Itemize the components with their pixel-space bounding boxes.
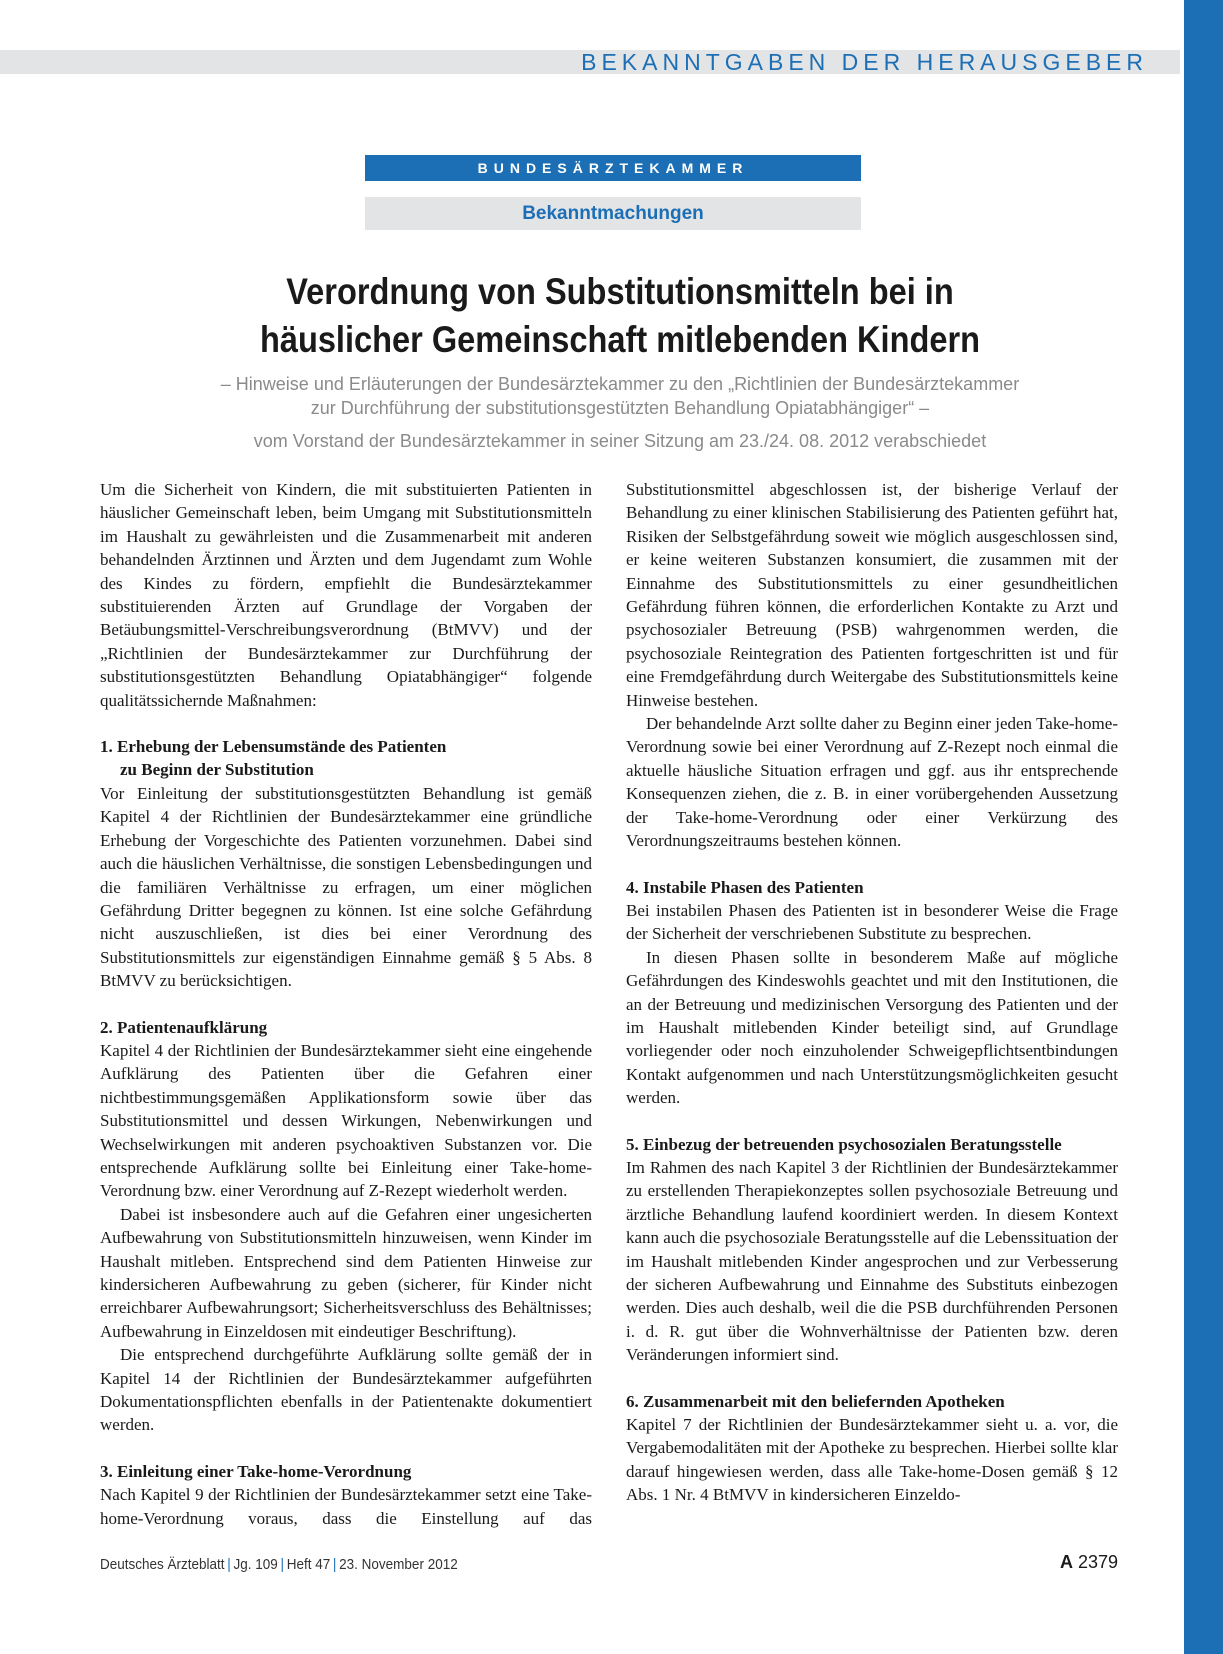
section-label: BEKANNTGABEN DER HERAUSGEBER — [581, 49, 1148, 75]
article-subtitle-line: – Hinweise und Erläuterungen der Bundesärztekammer zu den „Richtlinien der Bundesärztekammer — [220, 374, 1020, 394]
volume: Jg. 109 — [233, 1556, 278, 1573]
section-heading-6: 6. Zusammenarbeit mit den beliefernden Apotheken — [626, 1391, 1005, 1411]
journal-name: Deutsches Ärzteblatt — [100, 1556, 225, 1573]
paragraph: Bei instabilen Phasen des Patienten ist in besonderer Weise die Frage der Sicherheit der verschriebenen Substitute zu besprechen. — [626, 900, 1118, 944]
paragraph: Dabei ist insbesondere auch auf die Gefahren einer ungesicherten Aufbewahrung von Substitutionsmitteln hinzuweisen, wenn Kinder im Haushalt mitleben. Entsprechend sind dem Patienten Hinweise zur kindersicheren Aufbewahrung zu geben (sicherer, für Kinder nicht erreichbarer Aufbewahrungsort; Sicherheitsverschluss des Behältnisses; Aufbewahrung in Einzeldosen mit eindeutiger Beschriftung). — [100, 1204, 592, 1341]
adoption-note: vom Vorstand der Bundesärztekammer in seiner Sitzung am 23./24. 08. 2012 verabschiedet — [253, 431, 987, 451]
section-heading-3: 3. Einleitung einer Take-home-Verordnung — [100, 1461, 412, 1481]
article-title-line: häuslicher Gemeinschaft mitlebenden Kindern — [259, 319, 981, 360]
paragraph: Kapitel 4 der Richtlinien der Bundesärztekammer sieht eine eingehende Aufklärung des Patienten über die Gefahren einer nichtbestimmungsgemäßen Applikationsform sowie über das Substitutionsmittel und dessen Wirkungen, Nebenwirkungen und Wechselwirkungen mit anderen psychoaktiven Substanzen vor. Die entsprechende Aufklärung sollte bei Einleitung einer Take-home-Verordnung bzw. einer Verordnung auf Z-Rezept wiederholt werden. — [100, 1040, 592, 1201]
page-number-value: 2379 — [1077, 1552, 1118, 1572]
intro-paragraph: Um die Sicherheit von Kindern, die mit substituierten Patienten in häuslicher Gemeinschaft leben, beim Umgang mit Substitutionsmitteln im Haushalt zu gewährleisten und die Zusammenarbeit mit anderen behandelnden Ärztinnen und Ärzten und dem Jugendamt zum Wohle des Kindes zu fördern, empfiehlt die Bundesärztekammer substituierenden Ärzten auf Grundlage der Vorgaben der Betäubungsmittel-Verschreibungsverordnung (BtMVV) und der „Richtlinien der Bundesärztekammer zur Durchführung der substitutionsgestützten Behandlung Opiatabhängiger“ folgende qualitätssichernde Maßnahmen: — [100, 480, 592, 710]
text-column-right — [626, 478, 1118, 1507]
paragraph-continued: Substitutionsmittel abgeschlossen ist, der bisherige Verlauf der Behandlung zu einer klinischen Stabilisierung des Patienten geführt hat, Risiken der Selbstgefährdung soweit wie möglich ausgeschlossen sind, er keine weiteren Substanzen konsumiert, die zusammen mit der Einnahme des Substitutionsmittels zu einer gesundheitlichen Gefährdung führen können, die erforderlichen Kontakte zu Arzt und psychosozialer Betreuung (PSB) wahrgenommen werden, die psychosoziale Reintegration des Patienten fortgeschritten ist und für eine Fremdgefährdung durch Weitergabe des Substitutionsmittels keine Hinweise bestehen. — [626, 480, 1118, 710]
section-heading-4: 4. Instabile Phasen des Patienten — [626, 877, 864, 897]
paragraph: Nach Kapitel 9 der Richtlinien der Bundesärztekammer setzt eine Take-home-Verordnung voraus, dass die Einstellung auf das — [100, 1485, 592, 1528]
page-number — [1060, 1552, 1118, 1573]
paragraph: Im Rahmen des nach Kapitel 3 der Richtlinien der Bundesärztekammer zu erstellenden Therapiekonzeptes sollen psychosoziale Betreuung und ärztliche Behandlung laufend koordiniert werden. In diesem Kontext kann auch die psychosoziale Beratungsstelle auf die Lebenssituation der im Haushalt mitlebenden Kinder angesprochen und zur Verbesserung der sicheren Aufbewahrung und Einnahme des Substituts einbezogen werden. Dies auch deshalb, weil die die PSB durchführenden Personen i. d. R. gut über die Wohnverhältnisse der Patienten bzw. deren Veränderungen informiert sind. — [626, 1157, 1118, 1365]
section-heading-line: 1. Erhebung der Lebensumstände des Patienten — [100, 737, 447, 757]
page-prefix: A — [1059, 1552, 1073, 1572]
issue: Heft 47 — [286, 1556, 331, 1573]
article-title — [162, 268, 1077, 364]
rubric-organization: BUNDESÄRZTEKAMMER — [365, 155, 861, 181]
section-heading-5: 5. Einbezug der betreuenden psychosozialen Beratungsstelle — [626, 1134, 1062, 1154]
article-subtitle — [90, 372, 1150, 420]
article-subtitle-line: zur Durchführung der substitutionsgestützten Behandlung Opiatabhängiger“ – — [310, 398, 930, 418]
paragraph: Die entsprechend durchgeführte Aufklärung sollte gemäß der in Kapitel 14 der Richtlinien der Bundesärztekammer aufgeführten Dokumentationspflichten ebenfalls in der Patientenakte dokumentiert werden. — [100, 1345, 592, 1435]
article-title-line: Verordnung von Substitutionsmitteln bei in — [286, 271, 954, 312]
paragraph: Kapitel 7 der Richtlinien der Bundesärztekammer sieht u. a. vor, die Vergabemodalitäten mit der Apotheke zu besprechen. Hierbei sollte klar darauf hingewiesen werden, dass alle Take-home-Dosen gemäß § 12 Abs. 1 Nr. 4 BtMVV in kindersicheren Einzeldo- — [626, 1415, 1118, 1505]
section-heading-line: zu Beginn der Substitution — [120, 760, 314, 780]
paragraph: Der behandelnde Arzt sollte daher zu Beginn einer jeden Take-home-Verordnung sowie bei einer Verordnung auf Z-Rezept noch einmal die aktuelle häusliche Situation erfragen und ggf. aus ihr entsprechende Konsequenzen ziehen, die z. B. in einer vorübergehenden Aussetzung der Take-home-Verordnung oder einer Verkürzung des Verordnungszeitraums bestehen können. — [626, 714, 1118, 851]
footer-citation: Deutsches Ärzteblatt | Jg. 109 | Heft 47 | 23. November 2012 — [100, 1556, 458, 1573]
rubric-category: Bekanntmachungen — [365, 197, 861, 230]
section-heading-1 — [100, 735, 592, 782]
paragraph: Vor Einleitung der substitutionsgestützten Behandlung ist gemäß Kapitel 4 der Richtlinien der Bundesärztekammer eine gründliche Erhebung der Vorgeschichte des Patienten vorzunehmen. Dabei sind auch die häuslichen Verhältnisse, die sonstigen Lebensbedingungen und die familiären Verhältnisse zu erfragen, um einer möglichen Gefährdung Dritter begegnen zu können. Ist eine solche Gefährdung nicht auszuschließen, ist dies bei einer Verordnung des Substitutionsmittels zur eigenständigen Einnahme gemäß § 5 Abs. 8 BtMVV zu berücksichtigen. — [100, 783, 592, 991]
text-column-left — [100, 478, 592, 1529]
side-stripe — [1184, 0, 1223, 1654]
section-heading-2: 2. Patientenaufklärung — [100, 1017, 268, 1037]
issue-date: 23. November 2012 — [339, 1556, 458, 1573]
paragraph: In diesen Phasen sollte in besonderem Maße auf mögliche Gefährdungen des Kindeswohls geachtet und mit den Institutionen, die an der Betreuung und medizinischen Versorgung des Patienten und der im Haushalt mitlebenden Kinder beteiligt sind, auf Grundlage vorliegender oder noch einzuholender Schweigepflichtsentbindungen Kontakt aufgenommen und nach Unterstützungsmöglichkeiten gesucht werden. — [626, 947, 1118, 1108]
